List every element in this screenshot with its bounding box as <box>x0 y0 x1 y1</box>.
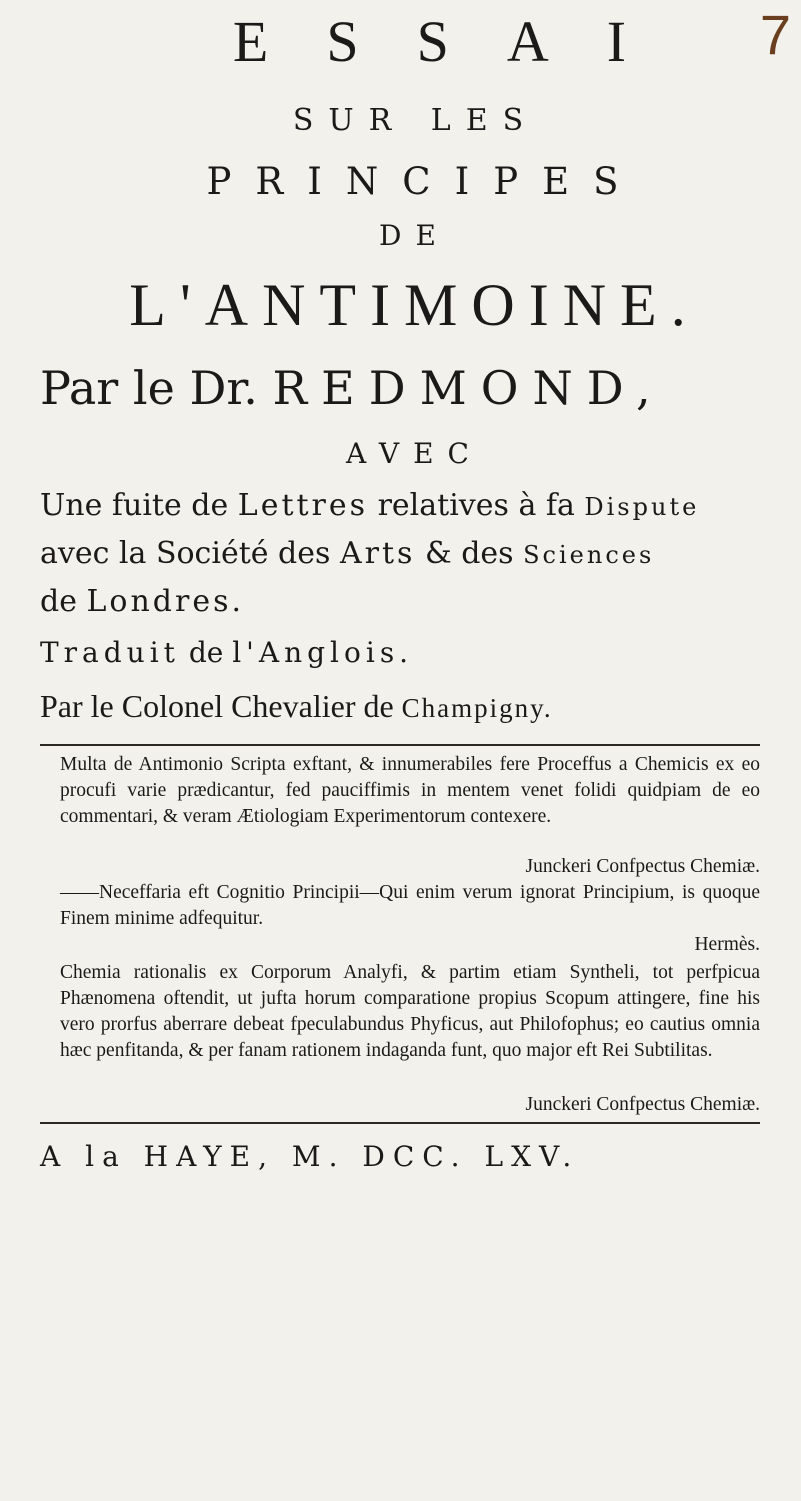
subtitle-text: relatives à fa <box>368 488 585 523</box>
epigraph-2: ——Neceffaria eft Cognitio Principii—Qui enim verum ignorat Principium, is quoque Finem minime adfequitur. <box>60 882 760 929</box>
author-prefix: Par le Dr. <box>40 361 258 415</box>
divider-bottom <box>40 1122 760 1124</box>
subtitle-text: de <box>40 584 87 619</box>
title-sur-les: SUR LES <box>292 103 539 138</box>
subtitle-dispute: Dispute <box>584 493 700 521</box>
epigraph-3: Chemia rationalis ex Corporum Analyfi, & partim etiam Syntheli, tot perfpicua Phænomena oftendit, ut jufta horum comparatione propius Scopum attingere, fine his vero prorfus aberrare debeat fpeculabundus Phyficus, aut Philofophus; eo cautius omnia hæc penfitanda, & per fanam rationem indaganda funt, quo major eft Rei Subtilitas. <box>60 962 760 1061</box>
epigraph-1: Multa de Antimonio Scripta exftant, & innumerabiles fere Proceffus a Chemicis ex eo procufi varie prædicantur, fed pauciffimis in mentem venet folidi quidpiam de eo commentari, & veram Ætiologiam Experimentorum contexere. <box>60 754 760 827</box>
page-number: 7 <box>759 3 791 66</box>
anglois-label: l'Anglois. <box>232 636 414 669</box>
title-de: DE <box>379 219 450 252</box>
subtitle-sciences: Sciences <box>523 541 655 569</box>
epigraph-1-source: Junckeri Confpectus Chemiæ. <box>525 856 760 877</box>
subtitle-lettres: Lettres <box>237 488 369 523</box>
title-essai: ESSAI <box>232 9 685 74</box>
title-antimoine: L'ANTIMOINE. <box>129 272 700 338</box>
subtitle-text: Une fuite de <box>40 488 238 523</box>
translator-prefix: Par le Colonel Chevalier de <box>40 688 402 724</box>
subtitle-arts: Arts <box>339 536 416 571</box>
translator-name: Champigny. <box>401 693 553 723</box>
avec-label: AVEC <box>346 437 483 470</box>
title-principes: PRINCIPES <box>206 160 643 203</box>
subtitle-line-3 <box>40 584 244 619</box>
epigraph-2-source: Hermès. <box>694 934 760 955</box>
subtitle-text: & des <box>415 536 524 571</box>
subtitle-line-2 <box>40 536 654 571</box>
epigraph-3-source: Junckeri Confpectus Chemiæ. <box>525 1094 760 1115</box>
subtitle-line-1 <box>40 488 699 523</box>
divider-top <box>40 744 760 746</box>
imprint: A la HAYE, M. DCC. LXV. <box>40 1140 580 1173</box>
translation-de: de <box>179 636 233 669</box>
subtitle-text: avec la Société des <box>40 536 340 571</box>
subtitle-londres: Londres. <box>86 584 245 619</box>
author-name: REDMOND, <box>272 361 665 415</box>
traduit-label: Traduit <box>40 636 180 669</box>
translation-line <box>40 636 413 669</box>
translator-line <box>40 688 553 725</box>
author-line <box>40 361 665 415</box>
